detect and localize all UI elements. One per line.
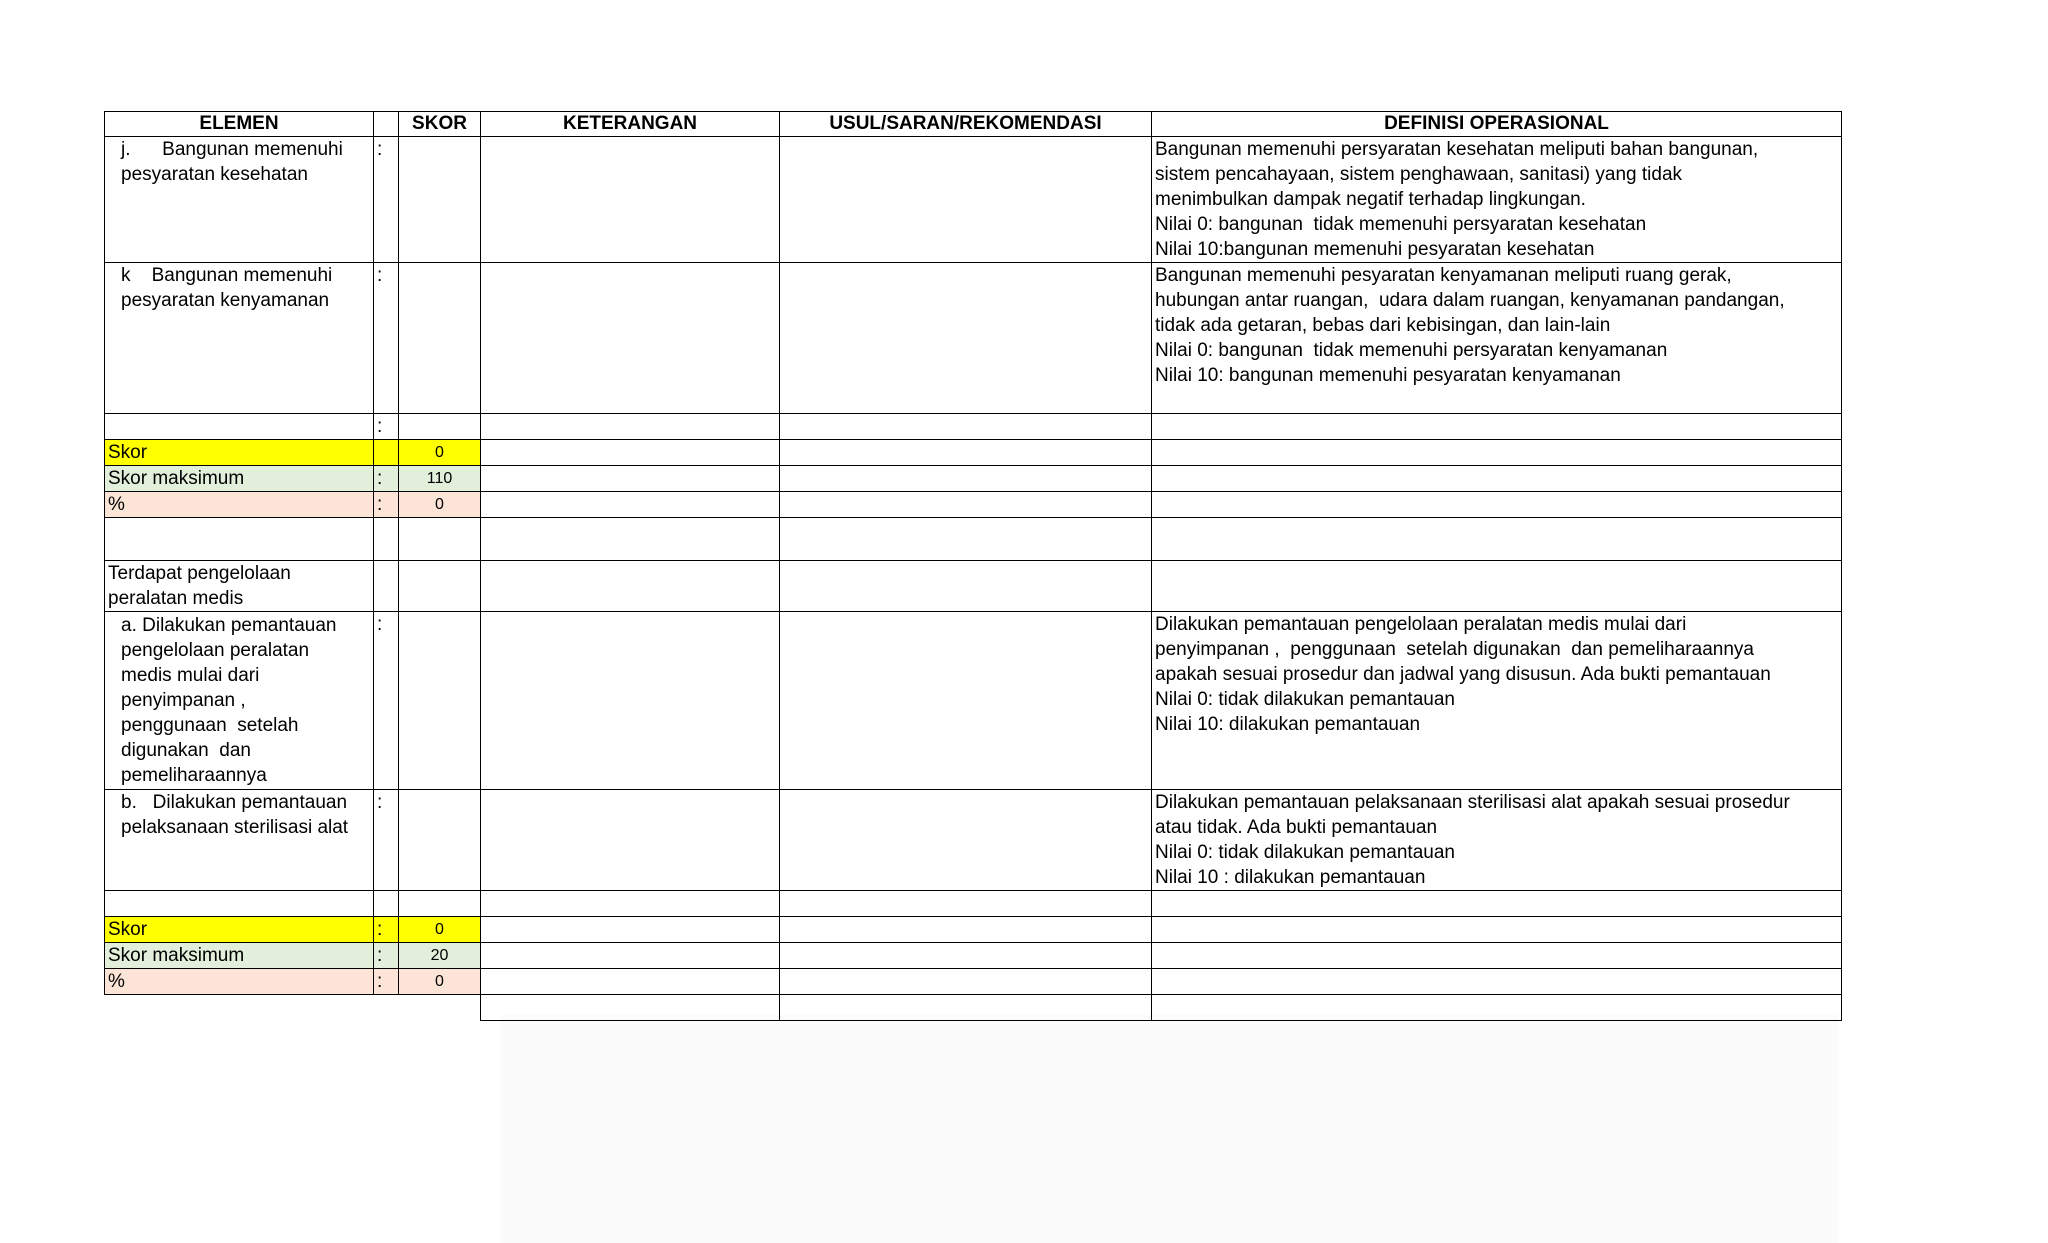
row-b-elemen-line2: pelaksanaan sterilisasi alat	[121, 817, 349, 838]
section2-title-row	[105, 561, 1842, 612]
summary2-max-row	[105, 943, 1842, 969]
header-keterangan: KETERANGAN	[481, 112, 780, 137]
row-a-def-line: Dilakukan pemantauan pengelolaan peralatan medis mulai dari	[1155, 614, 1687, 635]
summary1-pct-row	[105, 492, 1842, 518]
row-k-elemen-line2: pesyaratan kenyamanan	[121, 290, 330, 311]
summary1-pct-colon: :	[374, 492, 399, 518]
summary2-max-value[interactable]: 20	[399, 943, 481, 969]
row-b-def-line: Nilai 10 : dilakukan pemantauan	[1155, 867, 1426, 888]
spacer-keterangan-cell[interactable]	[481, 518, 780, 561]
summary1-max-definisi[interactable]	[1152, 466, 1842, 492]
summary1-pct-usul[interactable]	[780, 492, 1152, 518]
row-j-skor-cell[interactable]	[399, 137, 481, 263]
trailing-empty-skor	[399, 995, 481, 1021]
trailing-usul-cell[interactable]	[780, 995, 1152, 1021]
row-j-elemen-line1: j. Bangunan memenuhi	[121, 139, 343, 160]
table-row	[105, 995, 1842, 1021]
header-elemen: ELEMEN	[105, 112, 374, 137]
summary2-max-definisi[interactable]	[1152, 943, 1842, 969]
summary2-skor-row	[105, 917, 1842, 943]
header-usul: USUL/SARAN/REKOMENDASI	[780, 112, 1152, 137]
trailing-empty-colon	[374, 995, 399, 1021]
row-k-def-line: Nilai 0: bangunan tidak memenuhi persyaratan kenyamanan	[1155, 340, 1668, 361]
row-a-def-line: Nilai 10: dilakukan pemantauan	[1155, 714, 1421, 735]
row-k-colon: :	[374, 263, 399, 414]
section2-usul-cell[interactable]	[780, 561, 1152, 612]
row-a-usul-cell[interactable]	[780, 612, 1152, 790]
spacer-usul-cell[interactable]	[780, 518, 1152, 561]
spacer-colon-cell	[374, 518, 399, 561]
row-b-skor-cell[interactable]	[399, 790, 481, 891]
summary1-skor-row	[105, 440, 1842, 466]
summary1-skor-value[interactable]: 0	[399, 440, 481, 466]
row-j-usul-cell[interactable]	[780, 137, 1152, 263]
row-j-colon: :	[374, 137, 399, 263]
row-a-elemen-line: digunakan dan	[121, 740, 251, 761]
header-skor: SKOR	[399, 112, 481, 137]
row-j-keterangan-cell[interactable]	[481, 137, 780, 263]
row-a-elemen-line: a. Dilakukan pemantauan	[121, 615, 337, 636]
row-b-def-line: atau tidak. Ada bukti pemantauan	[1155, 817, 1438, 838]
empty-keterangan-cell[interactable]	[481, 414, 780, 440]
summary2-max-usul[interactable]	[780, 943, 1152, 969]
row-b-colon: :	[374, 790, 399, 891]
empty-definisi-cell[interactable]	[1152, 414, 1842, 440]
summary2-pct-label: %	[105, 969, 374, 995]
sheet-background-shade	[500, 1015, 1839, 1243]
summary2-pct-colon: :	[374, 969, 399, 995]
summary1-max-label: Skor maksimum	[105, 466, 374, 492]
empty2-colon-cell	[374, 891, 399, 917]
trailing-keterangan-cell[interactable]	[481, 995, 780, 1021]
row-k-def-line: tidak ada getaran, bebas dari kebisingan, dan lain-lain	[1155, 315, 1611, 336]
row-k-keterangan-cell[interactable]	[481, 263, 780, 414]
section2-title	[105, 561, 374, 612]
row-b-keterangan-cell[interactable]	[481, 790, 780, 891]
summary2-skor-label: Skor	[105, 917, 374, 943]
summary2-pct-usul[interactable]	[780, 969, 1152, 995]
row-b-usul-cell[interactable]	[780, 790, 1152, 891]
summary1-skor-keterangan[interactable]	[481, 440, 780, 466]
row-a-elemen[interactable]	[105, 612, 374, 790]
summary1-max-keterangan[interactable]	[481, 466, 780, 492]
header-row	[105, 112, 1842, 137]
empty-row-colon: :	[374, 414, 399, 440]
summary1-max-value[interactable]: 110	[399, 466, 481, 492]
summary2-skor-usul[interactable]	[780, 917, 1152, 943]
header-definisi: DEFINISI OPERASIONAL	[1152, 112, 1842, 137]
row-j-def-line: Nilai 0: bangunan tidak memenuhi persyaratan kesehatan	[1155, 214, 1647, 235]
row-a-elemen-line: penggunaan setelah	[121, 715, 299, 736]
spacer-skor-cell[interactable]	[399, 518, 481, 561]
summary2-max-colon: :	[374, 943, 399, 969]
summary2-pct-value[interactable]: 0	[399, 969, 481, 995]
row-j-elemen-line2: pesyaratan kesehatan	[121, 164, 308, 185]
empty2-definisi-cell[interactable]	[1152, 891, 1842, 917]
empty2-skor-cell[interactable]	[399, 891, 481, 917]
section2-skor-cell[interactable]	[399, 561, 481, 612]
empty2-keterangan-cell[interactable]	[481, 891, 780, 917]
row-b-def-line: Nilai 0: tidak dilakukan pemantauan	[1155, 842, 1455, 863]
row-k-usul-cell[interactable]	[780, 263, 1152, 414]
summary1-skor-colon-cell	[374, 440, 399, 466]
row-b-definisi	[1152, 790, 1842, 891]
empty-elemen-cell[interactable]	[105, 414, 374, 440]
summary1-pct-value[interactable]: 0	[399, 492, 481, 518]
summary2-pct-definisi[interactable]	[1152, 969, 1842, 995]
section2-definisi-cell[interactable]	[1152, 561, 1842, 612]
empty-skor-cell[interactable]	[399, 414, 481, 440]
summary1-pct-keterangan[interactable]	[481, 492, 780, 518]
table-row	[105, 414, 1842, 440]
summary2-skor-keterangan[interactable]	[481, 917, 780, 943]
summary1-pct-definisi[interactable]	[1152, 492, 1842, 518]
trailing-definisi-cell[interactable]	[1152, 995, 1842, 1021]
summary2-skor-value[interactable]: 0	[399, 917, 481, 943]
row-a-definisi	[1152, 612, 1842, 790]
row-k-elemen-line1: k Bangunan memenuhi	[121, 265, 333, 286]
summary1-skor-definisi[interactable]	[1152, 440, 1842, 466]
row-k-elemen[interactable]	[105, 263, 374, 414]
section2-colon-cell	[374, 561, 399, 612]
section2-title-line2: peralatan medis	[108, 588, 244, 609]
summary1-max-usul[interactable]	[780, 466, 1152, 492]
summary1-max-row	[105, 466, 1842, 492]
summary2-max-label: Skor maksimum	[105, 943, 374, 969]
summary2-max-keterangan[interactable]	[481, 943, 780, 969]
row-b-def-line: Dilakukan pemantauan pelaksanaan sterilisasi alat apakah sesuai prosedur	[1155, 792, 1790, 813]
row-j-def-line: Bangunan memenuhi persyaratan kesehatan meliputi bahan bangunan,	[1155, 139, 1759, 160]
row-j-def-line: menimbulkan dampak negatif terhadap lingkungan.	[1155, 189, 1586, 210]
row-a-def-line: penyimpanan , penggunaan setelah digunakan dan pemeliharaannya	[1155, 639, 1754, 660]
row-j-definisi	[1152, 137, 1842, 263]
row-j-def-line: Nilai 10:bangunan memenuhi pesyaratan kesehatan	[1155, 239, 1595, 260]
row-a-elemen-line: pemeliharaannya	[121, 765, 267, 786]
row-a-elemen-line: penyimpanan ,	[121, 690, 246, 711]
row-j-def-line: sistem pencahayaan, sistem penghawaan, sanitasi) yang tidak	[1155, 164, 1683, 185]
summary1-skor-usul[interactable]	[780, 440, 1152, 466]
summary2-pct-keterangan[interactable]	[481, 969, 780, 995]
row-b-elemen-line1: b. Dilakukan pemantauan	[121, 792, 348, 813]
empty-usul-cell[interactable]	[780, 414, 1152, 440]
row-k-def-line: Nilai 10: bangunan memenuhi pesyaratan kenyamanan	[1155, 365, 1621, 386]
summary2-skor-definisi[interactable]	[1152, 917, 1842, 943]
row-k-def-line: hubungan antar ruangan, udara dalam ruangan, kenyamanan pandangan,	[1155, 290, 1785, 311]
summary1-pct-label: %	[105, 492, 374, 518]
row-a-keterangan-cell[interactable]	[481, 612, 780, 790]
row-a-skor-cell[interactable]	[399, 612, 481, 790]
row-a-def-line: Nilai 0: tidak dilakukan pemantauan	[1155, 689, 1455, 710]
trailing-empty-elemen	[105, 995, 374, 1021]
row-k-definisi	[1152, 263, 1842, 414]
table-row	[105, 137, 1842, 263]
row-k-skor-cell[interactable]	[399, 263, 481, 414]
row-a-def-line: apakah sesuai prosedur dan jadwal yang disusun. Ada bukti pemantauan	[1155, 664, 1771, 685]
table-row	[105, 612, 1842, 790]
summary1-max-colon: :	[374, 466, 399, 492]
summary2-skor-colon: :	[374, 917, 399, 943]
empty2-usul-cell[interactable]	[780, 891, 1152, 917]
row-b-elemen[interactable]	[105, 790, 374, 891]
header-colon-spacer	[374, 112, 399, 137]
assessment-table	[104, 111, 1842, 1021]
row-a-colon: :	[374, 612, 399, 790]
summary2-pct-row	[105, 969, 1842, 995]
row-a-elemen-line: medis mulai dari	[121, 665, 260, 686]
row-j-elemen[interactable]	[105, 137, 374, 263]
table-row	[105, 891, 1842, 917]
table-row	[105, 790, 1842, 891]
table-row	[105, 518, 1842, 561]
row-a-elemen-line: pengelolaan peralatan	[121, 640, 310, 661]
empty2-elemen-cell[interactable]	[105, 891, 374, 917]
spacer-elemen-cell[interactable]	[105, 518, 374, 561]
summary1-skor-label: Skor	[105, 440, 374, 466]
spacer-definisi-cell[interactable]	[1152, 518, 1842, 561]
section2-keterangan-cell[interactable]	[481, 561, 780, 612]
table-row	[105, 263, 1842, 414]
row-k-def-line: Bangunan memenuhi pesyaratan kenyamanan meliputi ruang gerak,	[1155, 265, 1732, 286]
section2-title-line1: Terdapat pengelolaan	[108, 563, 291, 584]
